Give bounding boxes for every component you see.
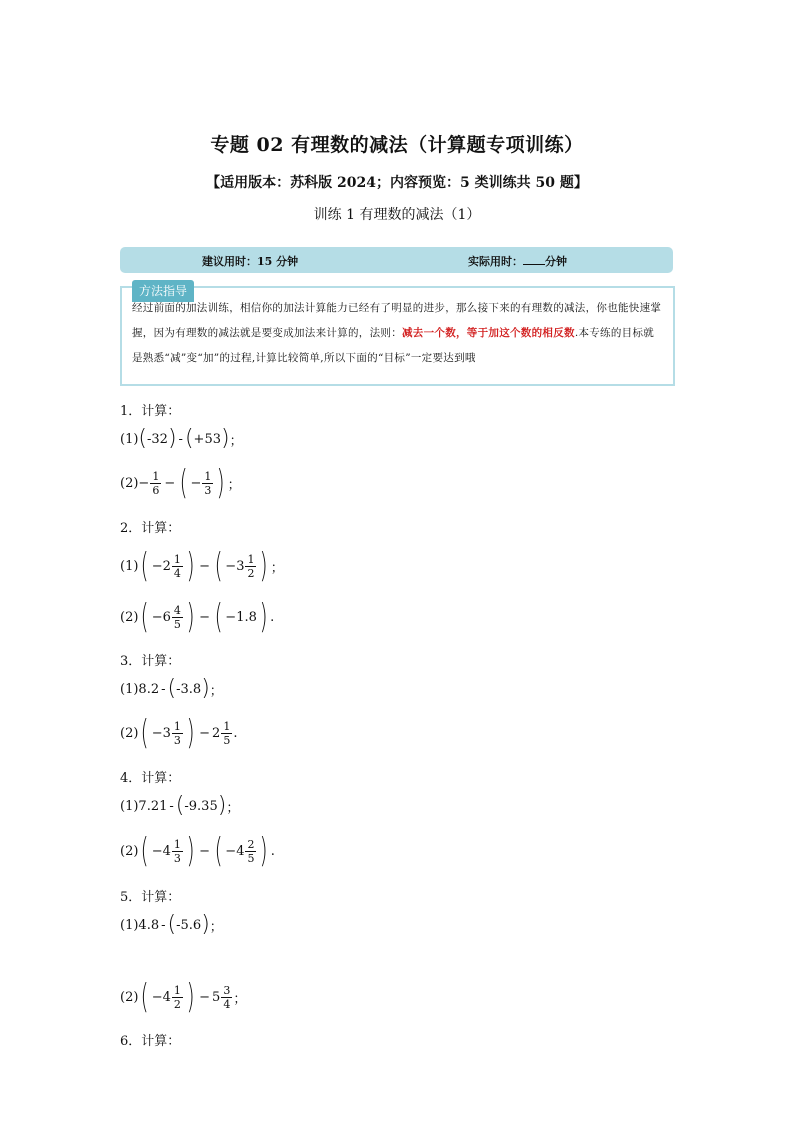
- fraction: $\frac{1}{3}$: [204, 469, 212, 497]
- section-title: 训练 1 有理数的减法（1）: [313, 207, 481, 223]
- fraction: $\frac{1}{2}$: [173, 983, 181, 1011]
- actual-time: 实际用时： 分钟: [468, 255, 567, 268]
- actual-time-blank: [523, 254, 545, 265]
- fraction: $\frac{3}{4}$: [223, 983, 231, 1011]
- page-title: 专题 02 有理数的减法（计算题专项训练）: [210, 134, 584, 156]
- question-part: (1) 7.21 - ( -9.35 ) ；: [120, 793, 240, 818]
- page-subtitle: 【适用版本：苏科版 2024；内容预览：5 类训练共 50 题】: [206, 175, 588, 191]
- question-label: 5．计算：: [120, 890, 181, 905]
- question-label: 3．计算：: [120, 654, 181, 669]
- question-part: (1) 8.2 - ( -3.8 ) ；: [120, 676, 223, 701]
- question-label: 6．计算：: [120, 1034, 181, 1049]
- question-part: (1) ( −2 $\frac{1}{4}$ ) − ( −3 $\frac{1}{2}$ ) ；: [120, 546, 284, 586]
- method-tag: 方法指导: [132, 280, 194, 302]
- method-text: 经过前面的加法训练，相信你的加法计算能力已经有了明显的进步，那么接下来的有理数的减法，你也能快速掌握，因为有理数的减法就是要变成加法来计算的，法则：减去一个数，等于加这个数的相反数.本专练的目标就是熟悉“减”变“加”的过程,计算比较简单,所以下面的“目标”一定要达到哦: [132, 302, 662, 364]
- question-label: 2．计算：: [120, 521, 181, 536]
- fraction: $\frac{4}{5}$: [173, 603, 181, 631]
- fraction: $\frac{1}{4}$: [173, 552, 181, 580]
- method-rule: 减去一个数，等于加这个数的相反数: [402, 327, 575, 339]
- suggested-time: 建议用时：15 分钟: [202, 255, 299, 268]
- fraction: $\frac{1}{6}$: [152, 469, 160, 497]
- question-label: 1．计算：: [120, 404, 181, 419]
- question-part: (1) 4.8 - ( -5.6 ) ；: [120, 912, 223, 937]
- fraction: $\frac{2}{5}$: [247, 837, 255, 865]
- fraction: $\frac{1}{2}$: [247, 552, 255, 580]
- question-part: (2) ( −6 $\frac{4}{5}$ ) − ( −1.8 ) .: [120, 597, 275, 637]
- question-part: (1) ( -32 ) - ( +53 ) ；: [120, 426, 243, 451]
- question-part: (2) ( −4 $\frac{1}{2}$ ) − 5 $\frac{3}{4}$ ；: [120, 977, 247, 1017]
- fraction: $\frac{1}{3}$: [173, 837, 181, 865]
- question-part: (2) ( −3 $\frac{1}{3}$ ) − 2 $\frac{1}{5}$ .: [120, 713, 238, 753]
- fraction: $\frac{1}{5}$: [223, 719, 231, 747]
- fraction: $\frac{1}{3}$: [173, 719, 181, 747]
- question-label: 4．计算：: [120, 771, 181, 786]
- question-part: (2) ( −4 $\frac{1}{3}$ ) − ( −4 $\frac{2}{5}$ ) .: [120, 831, 275, 871]
- time-bar: [120, 247, 673, 273]
- question-part: (2) − $\frac{1}{6}$ − ( − $\frac{1}{3}$ ) ；: [120, 463, 241, 503]
